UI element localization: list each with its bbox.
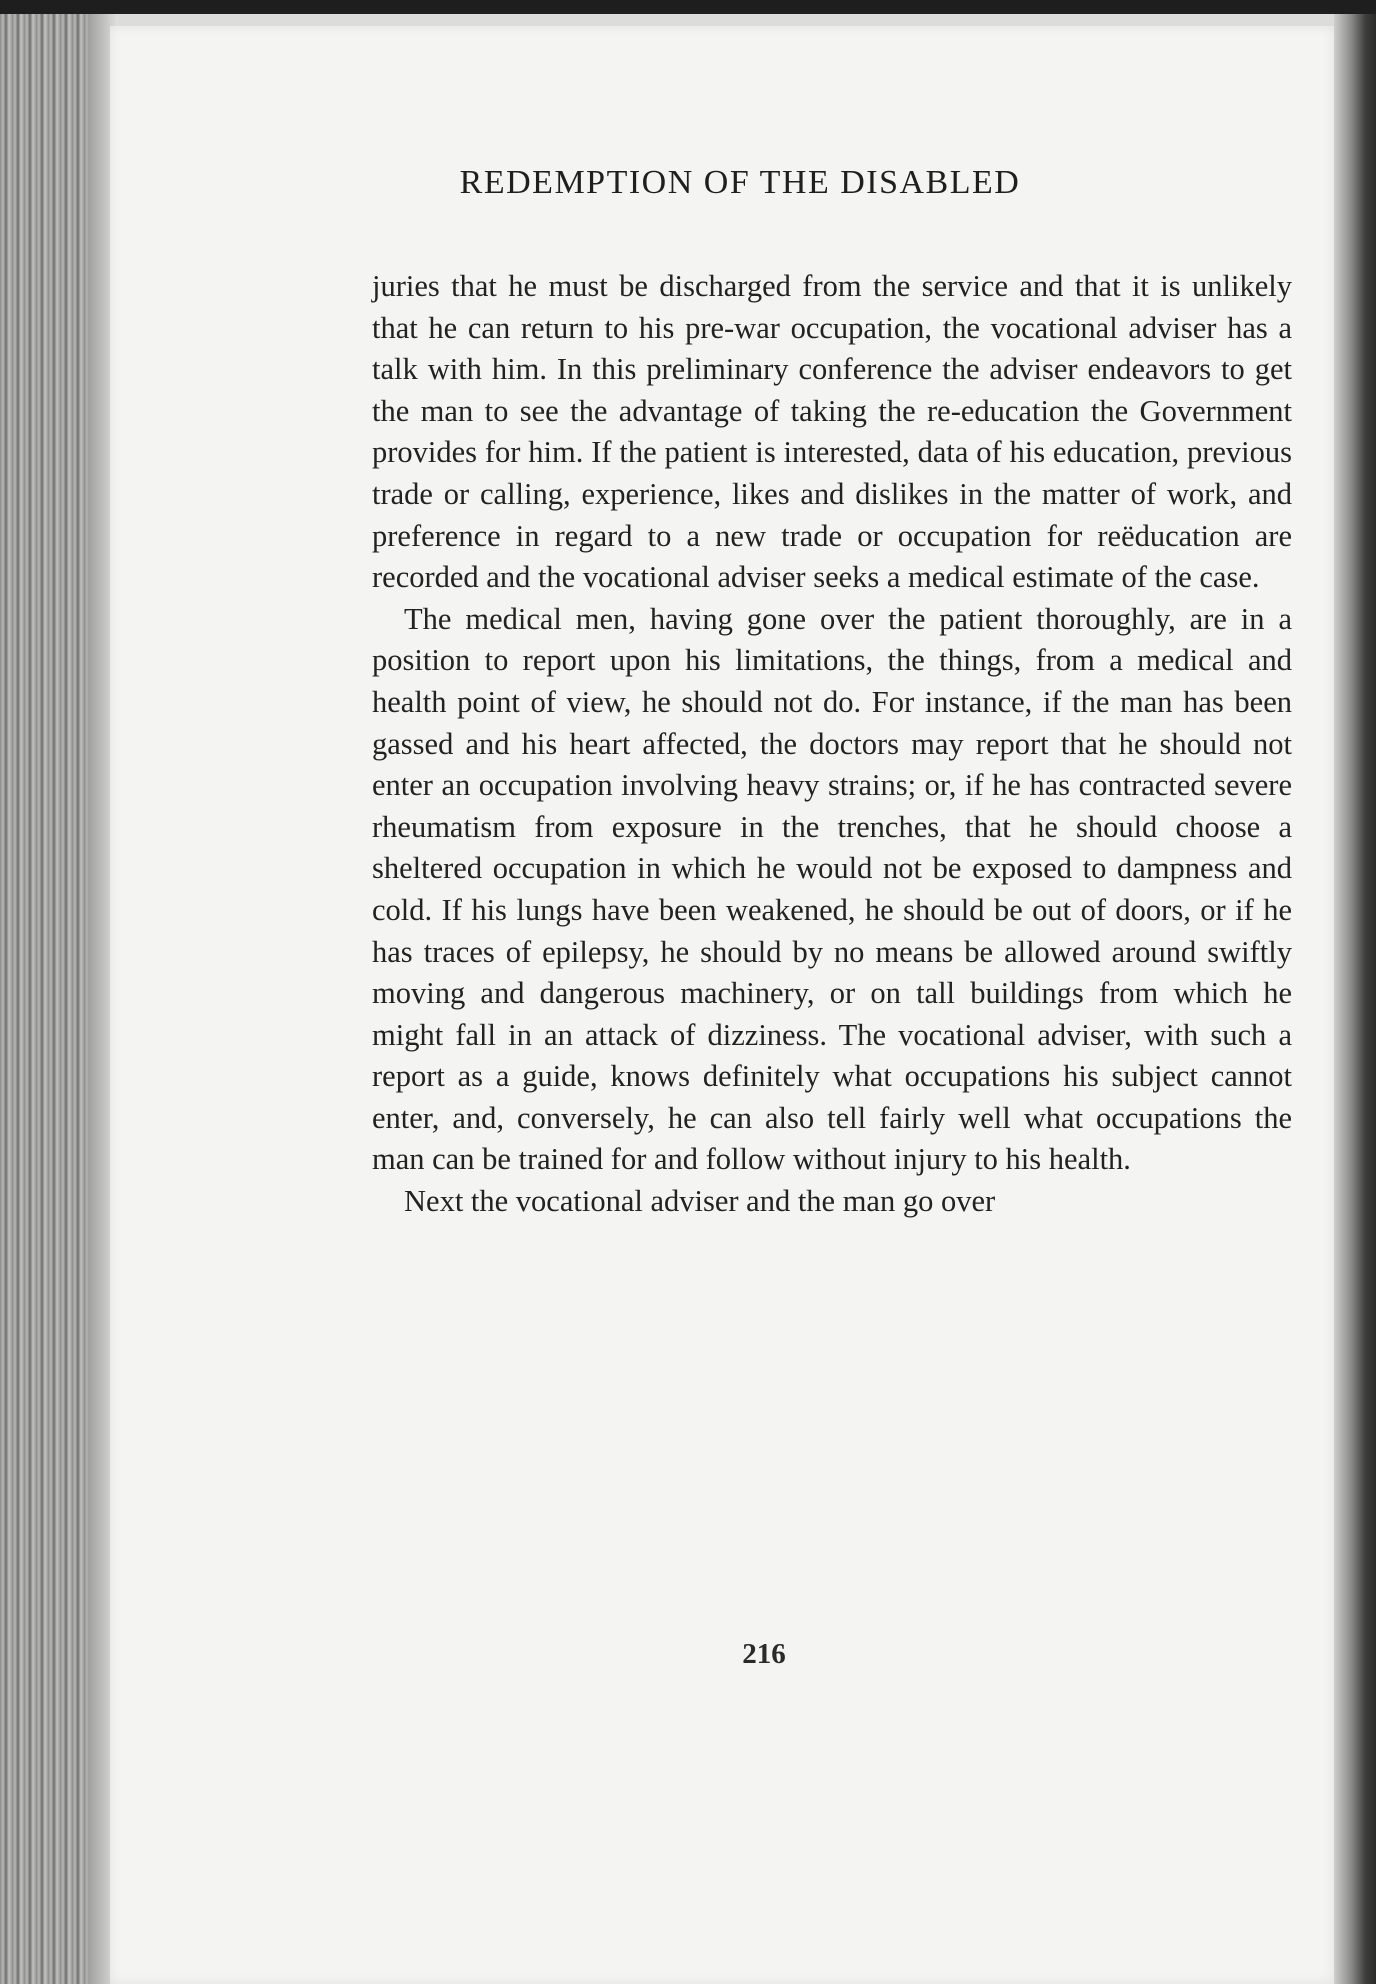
running-head: REDEMPTION OF THE DISABLED xyxy=(459,164,1021,201)
book-page xyxy=(110,26,1334,1984)
paragraph-1: juries that he must be discharged from the service and that it is unlikely that he can return to his pre-war occupation, the vocational adviser has a talk with him. In this preliminary conference the adviser endeavors to get the man to see the advantage of taking the re-education the Government provides for him. If the patient is interested, data of his education, previous trade or calling, experience, likes and dislikes in the matter of work, and preference in regard to a new trade or occupation for reëducation are recorded and the vocational adviser seeks a medical estimate of the case. xyxy=(372,269,1292,595)
paragraph-3: Next the vocational adviser and the man go over xyxy=(404,1184,996,1219)
paragraph-2: The medical men, having gone over the patient thoroughly, are in a position to report upon his limitations, the things, from a medical and health point of view, he should not do. For instance, if the man has been gassed and his heart affected, the doctors may report that he should not enter an occupation involving heavy strains; or, if he has contracted severe rheumatism from exposure in the trenches, that he should choose a sheltered occupation in which he would not be exposed to dampness and cold. If his lungs have been weakened, he should be out of doors, or if he has traces of epilepsy, he should by no means be allowed around swiftly moving and dangerous machinery, or on tall buildings from which he might fall in an attack of dizziness. The vocational adviser, with such a report as a guide, knows definitely what occupations his subject cannot enter, and, conversely, he can also tell fairly well what occupations the man can be trained for and follow without injury to his health. xyxy=(372,601,1292,1177)
body-text xyxy=(372,266,1292,1223)
page-number: 216 xyxy=(742,1638,786,1670)
page-stack-edge xyxy=(0,14,100,1984)
scan-top-border xyxy=(0,0,1376,14)
book-binding-shadow xyxy=(1334,14,1376,1984)
